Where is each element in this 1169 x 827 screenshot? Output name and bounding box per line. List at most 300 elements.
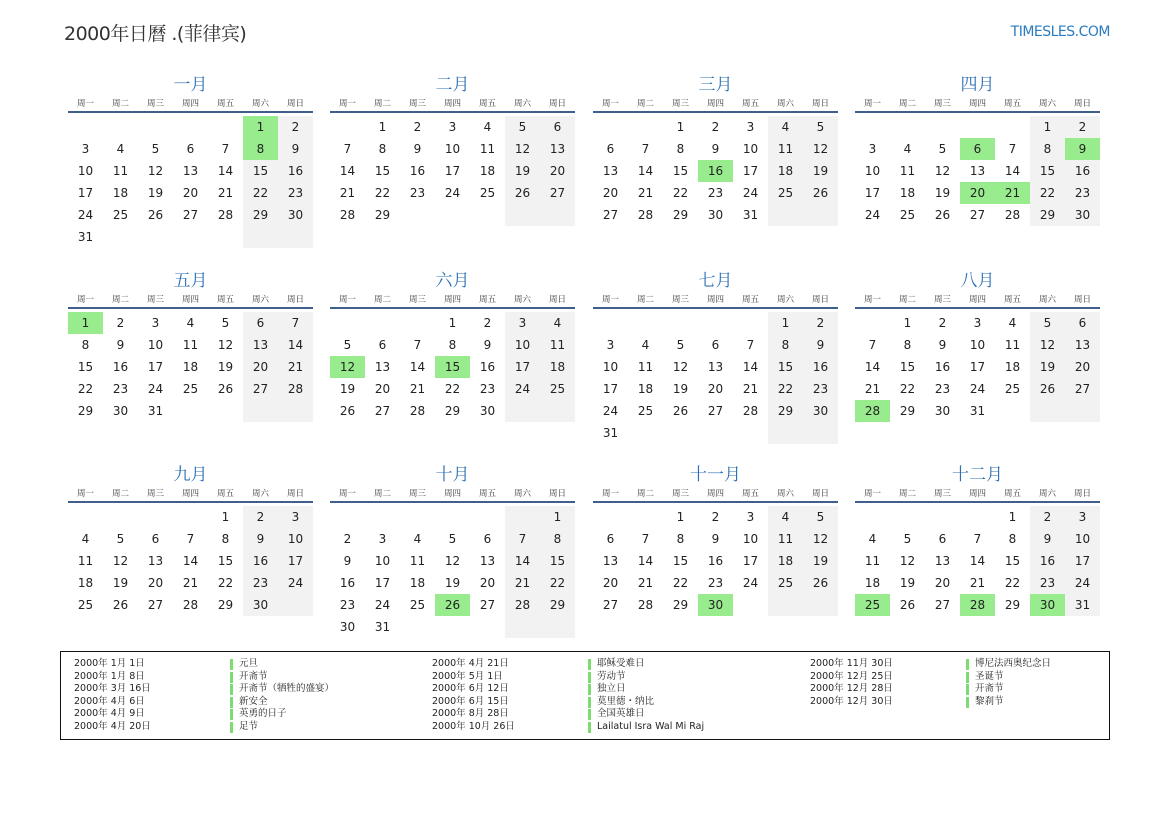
day-cell[interactable]: 19: [444, 576, 461, 590]
day-cell[interactable]: 30: [243, 594, 278, 616]
day-cell[interactable]: 6: [540, 116, 575, 138]
day-cell[interactable]: 4: [1008, 316, 1017, 330]
day-cell[interactable]: 16: [1065, 160, 1100, 182]
day-cell[interactable]: 6: [378, 338, 387, 352]
day-cell[interactable]: 29: [540, 594, 575, 616]
day-cell[interactable]: 12: [217, 338, 234, 352]
day-cell[interactable]: 24: [1065, 572, 1100, 594]
day-cell[interactable]: 27: [479, 598, 496, 612]
day-cell[interactable]: 22: [243, 182, 278, 204]
day-cell[interactable]: 17: [77, 186, 94, 200]
day-cell[interactable]: 17: [505, 356, 540, 378]
day-cell[interactable]: 30: [112, 404, 129, 418]
day-cell[interactable]: 22: [77, 382, 94, 396]
day-cell[interactable]: 9: [803, 334, 838, 356]
day-cell[interactable]: 5: [221, 316, 230, 330]
day-cell[interactable]: 21: [969, 576, 986, 590]
day-cell[interactable]: 17: [278, 550, 313, 572]
day-cell[interactable]: 14: [637, 164, 654, 178]
day-cell[interactable]: 8: [676, 142, 685, 156]
day-cell[interactable]: 27: [1065, 378, 1100, 400]
day-cell[interactable]: 15: [1004, 554, 1021, 568]
day-cell[interactable]: 21: [505, 572, 540, 594]
day-cell[interactable]: 12: [505, 138, 540, 160]
day-cell[interactable]: 23: [479, 382, 496, 396]
day-cell[interactable]: 30: [803, 400, 838, 422]
day-cell[interactable]: 18: [540, 356, 575, 378]
day-cell[interactable]: 17: [147, 360, 164, 374]
day-cell[interactable]: 28: [505, 594, 540, 616]
day-cell[interactable]: 26: [934, 208, 951, 222]
day-cell[interactable]: 13: [707, 360, 724, 374]
day-cell[interactable]: 20: [540, 160, 575, 182]
day-cell[interactable]: 8: [1030, 138, 1065, 160]
day-cell[interactable]: 4: [413, 532, 422, 546]
day-cell[interactable]: 29: [77, 404, 94, 418]
day-cell[interactable]: 27: [602, 598, 619, 612]
day-cell[interactable]: 1: [768, 312, 803, 334]
day-cell[interactable]: 4: [483, 120, 492, 134]
day-cell[interactable]: 26: [803, 182, 838, 204]
day-cell[interactable]: 3: [151, 316, 160, 330]
day-cell[interactable]: 15: [77, 360, 94, 374]
day-cell[interactable]: 1: [1030, 116, 1065, 138]
day-cell[interactable]: 5: [151, 142, 160, 156]
day-cell[interactable]: 19: [112, 576, 129, 590]
day-cell[interactable]: 18: [77, 576, 94, 590]
day-cell[interactable]: 24: [77, 208, 94, 222]
day-cell[interactable]: 5: [676, 338, 685, 352]
day-cell[interactable]: 24: [505, 378, 540, 400]
day-cell[interactable]: 4: [81, 532, 90, 546]
day-cell[interactable]: 4: [768, 116, 803, 138]
day-cell[interactable]: 11: [409, 554, 426, 568]
day-cell[interactable]: 29: [1004, 598, 1021, 612]
day-cell[interactable]: 1: [378, 120, 387, 134]
day-cell[interactable]: 4: [868, 532, 877, 546]
day-cell[interactable]: 18: [768, 550, 803, 572]
day-cell[interactable]: 16: [278, 160, 313, 182]
day-cell[interactable]: 11: [1004, 338, 1021, 352]
day-cell[interactable]: 23: [243, 572, 278, 594]
day-cell[interactable]: 25: [77, 598, 94, 612]
day-cell[interactable]: 23: [112, 382, 129, 396]
day-cell[interactable]: 13: [243, 334, 278, 356]
day-cell[interactable]: 17: [864, 186, 881, 200]
day-cell[interactable]: 21: [339, 186, 356, 200]
day-cell[interactable]: 13: [602, 164, 619, 178]
day-cell[interactable]: 2: [243, 506, 278, 528]
day-cell[interactable]: 12: [934, 164, 951, 178]
day-cell[interactable]: 13: [934, 554, 951, 568]
day-cell[interactable]: 20: [479, 576, 496, 590]
day-cell[interactable]: 16: [112, 360, 129, 374]
day-cell[interactable]: 2: [1030, 506, 1065, 528]
day-cell[interactable]: 3: [278, 506, 313, 528]
day-cell[interactable]: 19: [899, 576, 916, 590]
day-cell[interactable]: 14: [409, 360, 426, 374]
day-cell[interactable]: 11: [768, 138, 803, 160]
day-cell[interactable]: 18: [864, 576, 881, 590]
day-cell[interactable]: 30: [278, 204, 313, 226]
day-cell[interactable]: 12: [444, 554, 461, 568]
day-cell[interactable]: 5: [903, 532, 912, 546]
day-cell[interactable]: 2: [1065, 116, 1100, 138]
day-cell[interactable]: 12: [1030, 334, 1065, 356]
day-cell[interactable]: 6: [606, 142, 615, 156]
day-cell[interactable]: 15: [672, 554, 689, 568]
day-cell[interactable]: 11: [112, 164, 129, 178]
day-cell[interactable]: 14: [505, 550, 540, 572]
day-cell[interactable]: 9: [711, 532, 720, 546]
day-cell[interactable]: 8: [221, 532, 230, 546]
day-cell[interactable]: 26: [217, 382, 234, 396]
day-cell[interactable]: 17: [742, 554, 759, 568]
day-cell[interactable]: 30: [934, 404, 951, 418]
day-cell[interactable]: 17: [444, 164, 461, 178]
day-cell[interactable]: 25: [768, 182, 803, 204]
day-cell[interactable]: 4: [641, 338, 650, 352]
day-cell[interactable]: 30: [339, 620, 356, 634]
day-cell[interactable]: 31: [374, 620, 391, 634]
day-cell[interactable]: 15: [899, 360, 916, 374]
day-cell[interactable]: 8: [81, 338, 90, 352]
day-cell[interactable]: 23: [1030, 572, 1065, 594]
day-cell[interactable]: 13: [479, 554, 496, 568]
day-cell[interactable]: 25: [182, 382, 199, 396]
day-cell[interactable]: 7: [186, 532, 195, 546]
day-cell[interactable]: 6: [243, 312, 278, 334]
day-cell[interactable]: 16: [707, 554, 724, 568]
day-cell[interactable]: 3: [378, 532, 387, 546]
day-cell[interactable]: 9: [343, 554, 352, 568]
day-cell[interactable]: 8: [540, 528, 575, 550]
holiday-day-cell[interactable]: 15: [435, 356, 470, 378]
day-cell[interactable]: 17: [602, 382, 619, 396]
day-cell[interactable]: 29: [1030, 204, 1065, 226]
day-cell[interactable]: 8: [1008, 532, 1017, 546]
day-cell[interactable]: 25: [479, 186, 496, 200]
day-cell[interactable]: 22: [444, 382, 461, 396]
day-cell[interactable]: 20: [243, 356, 278, 378]
day-cell[interactable]: 25: [540, 378, 575, 400]
day-cell[interactable]: 20: [707, 382, 724, 396]
day-cell[interactable]: 27: [934, 598, 951, 612]
day-cell[interactable]: 27: [147, 598, 164, 612]
day-cell[interactable]: 31: [77, 230, 94, 244]
day-cell[interactable]: 10: [147, 338, 164, 352]
day-cell[interactable]: 26: [899, 598, 916, 612]
day-cell[interactable]: 11: [899, 164, 916, 178]
day-cell[interactable]: 29: [768, 400, 803, 422]
holiday-day-cell[interactable]: 6: [960, 138, 995, 160]
day-cell[interactable]: 15: [217, 554, 234, 568]
day-cell[interactable]: 16: [934, 360, 951, 374]
day-cell[interactable]: 21: [864, 382, 881, 396]
day-cell[interactable]: 18: [479, 164, 496, 178]
holiday-day-cell[interactable]: 1: [243, 116, 278, 138]
day-cell[interactable]: 26: [803, 572, 838, 594]
day-cell[interactable]: 4: [540, 312, 575, 334]
day-cell[interactable]: 7: [746, 338, 755, 352]
day-cell[interactable]: 19: [339, 382, 356, 396]
holiday-day-cell[interactable]: 9: [1065, 138, 1100, 160]
day-cell[interactable]: 27: [374, 404, 391, 418]
day-cell[interactable]: 27: [540, 182, 575, 204]
day-cell[interactable]: 16: [1030, 550, 1065, 572]
day-cell[interactable]: 7: [1008, 142, 1017, 156]
day-cell[interactable]: 31: [742, 208, 759, 222]
day-cell[interactable]: 13: [182, 164, 199, 178]
day-cell[interactable]: 29: [672, 598, 689, 612]
day-cell[interactable]: 23: [803, 378, 838, 400]
day-cell[interactable]: 29: [374, 208, 391, 222]
holiday-day-cell[interactable]: 1: [68, 312, 103, 334]
day-cell[interactable]: 11: [768, 528, 803, 550]
day-cell[interactable]: 3: [606, 338, 615, 352]
day-cell[interactable]: 12: [803, 528, 838, 550]
day-cell[interactable]: 2: [803, 312, 838, 334]
day-cell[interactable]: 21: [217, 186, 234, 200]
day-cell[interactable]: 9: [711, 142, 720, 156]
day-cell[interactable]: 18: [899, 186, 916, 200]
day-cell[interactable]: 16: [243, 550, 278, 572]
day-cell[interactable]: 18: [1004, 360, 1021, 374]
day-cell[interactable]: 7: [221, 142, 230, 156]
day-cell[interactable]: 22: [217, 576, 234, 590]
day-cell[interactable]: 15: [672, 164, 689, 178]
day-cell[interactable]: 16: [479, 360, 496, 374]
day-cell[interactable]: 24: [602, 404, 619, 418]
day-cell[interactable]: 1: [221, 510, 230, 524]
day-cell[interactable]: 15: [374, 164, 391, 178]
day-cell[interactable]: 9: [116, 338, 125, 352]
day-cell[interactable]: 7: [278, 312, 313, 334]
day-cell[interactable]: 24: [444, 186, 461, 200]
day-cell[interactable]: 11: [864, 554, 881, 568]
day-cell[interactable]: 10: [278, 528, 313, 550]
day-cell[interactable]: 6: [938, 532, 947, 546]
day-cell[interactable]: 29: [217, 598, 234, 612]
day-cell[interactable]: 5: [938, 142, 947, 156]
day-cell[interactable]: 8: [768, 334, 803, 356]
day-cell[interactable]: 9: [483, 338, 492, 352]
day-cell[interactable]: 28: [409, 404, 426, 418]
day-cell[interactable]: 10: [742, 532, 759, 546]
day-cell[interactable]: 17: [969, 360, 986, 374]
holiday-day-cell[interactable]: 20: [960, 182, 995, 204]
day-cell[interactable]: 19: [672, 382, 689, 396]
day-cell[interactable]: 15: [540, 550, 575, 572]
day-cell[interactable]: 2: [278, 116, 313, 138]
day-cell[interactable]: 15: [243, 160, 278, 182]
day-cell[interactable]: 23: [409, 186, 426, 200]
day-cell[interactable]: 17: [374, 576, 391, 590]
day-cell[interactable]: 10: [505, 334, 540, 356]
day-cell[interactable]: 18: [182, 360, 199, 374]
day-cell[interactable]: 21: [278, 356, 313, 378]
day-cell[interactable]: 13: [147, 554, 164, 568]
day-cell[interactable]: 23: [339, 598, 356, 612]
day-cell[interactable]: 25: [409, 598, 426, 612]
day-cell[interactable]: 19: [803, 160, 838, 182]
day-cell[interactable]: 14: [864, 360, 881, 374]
day-cell[interactable]: 7: [641, 532, 650, 546]
day-cell[interactable]: 27: [243, 378, 278, 400]
day-cell[interactable]: 22: [1030, 182, 1065, 204]
day-cell[interactable]: 6: [186, 142, 195, 156]
day-cell[interactable]: 15: [1030, 160, 1065, 182]
holiday-day-cell[interactable]: 21: [995, 182, 1030, 204]
day-cell[interactable]: 5: [448, 532, 457, 546]
day-cell[interactable]: 24: [147, 382, 164, 396]
day-cell[interactable]: 29: [672, 208, 689, 222]
day-cell[interactable]: 20: [374, 382, 391, 396]
day-cell[interactable]: 19: [505, 160, 540, 182]
day-cell[interactable]: 20: [602, 186, 619, 200]
day-cell[interactable]: 7: [413, 338, 422, 352]
day-cell[interactable]: 14: [637, 554, 654, 568]
day-cell[interactable]: 14: [278, 334, 313, 356]
day-cell[interactable]: 8: [903, 338, 912, 352]
day-cell[interactable]: 1: [676, 120, 685, 134]
day-cell[interactable]: 22: [672, 576, 689, 590]
day-cell[interactable]: 19: [934, 186, 951, 200]
day-cell[interactable]: 5: [116, 532, 125, 546]
day-cell[interactable]: 2: [711, 120, 720, 134]
day-cell[interactable]: 12: [147, 164, 164, 178]
day-cell[interactable]: 31: [1065, 594, 1100, 616]
holiday-day-cell[interactable]: 8: [243, 138, 278, 160]
day-cell[interactable]: 11: [637, 360, 654, 374]
day-cell[interactable]: 20: [1065, 356, 1100, 378]
day-cell[interactable]: 28: [1004, 208, 1021, 222]
day-cell[interactable]: 22: [672, 186, 689, 200]
day-cell[interactable]: 11: [182, 338, 199, 352]
day-cell[interactable]: 22: [1004, 576, 1021, 590]
day-cell[interactable]: 14: [1004, 164, 1021, 178]
day-cell[interactable]: 6: [606, 532, 615, 546]
day-cell[interactable]: 10: [1065, 528, 1100, 550]
day-cell[interactable]: 24: [969, 382, 986, 396]
day-cell[interactable]: 22: [540, 572, 575, 594]
day-cell[interactable]: 19: [803, 550, 838, 572]
day-cell[interactable]: 2: [938, 316, 947, 330]
day-cell[interactable]: 26: [147, 208, 164, 222]
day-cell[interactable]: 7: [868, 338, 877, 352]
day-cell[interactable]: 3: [868, 142, 877, 156]
day-cell[interactable]: 3: [81, 142, 90, 156]
day-cell[interactable]: 16: [409, 164, 426, 178]
day-cell[interactable]: 28: [742, 404, 759, 418]
day-cell[interactable]: 26: [112, 598, 129, 612]
day-cell[interactable]: 23: [707, 186, 724, 200]
day-cell[interactable]: 23: [1065, 182, 1100, 204]
day-cell[interactable]: 17: [1065, 550, 1100, 572]
day-cell[interactable]: 6: [711, 338, 720, 352]
day-cell[interactable]: 28: [637, 208, 654, 222]
day-cell[interactable]: 29: [444, 404, 461, 418]
day-cell[interactable]: 28: [182, 598, 199, 612]
day-cell[interactable]: 4: [116, 142, 125, 156]
day-cell[interactable]: 3: [746, 120, 755, 134]
day-cell[interactable]: 18: [409, 576, 426, 590]
day-cell[interactable]: 27: [707, 404, 724, 418]
day-cell[interactable]: 3: [746, 510, 755, 524]
day-cell[interactable]: 2: [711, 510, 720, 524]
day-cell[interactable]: 25: [899, 208, 916, 222]
day-cell[interactable]: 14: [742, 360, 759, 374]
day-cell[interactable]: 20: [934, 576, 951, 590]
day-cell[interactable]: 27: [182, 208, 199, 222]
day-cell[interactable]: 13: [540, 138, 575, 160]
day-cell[interactable]: 14: [217, 164, 234, 178]
day-cell[interactable]: 2: [116, 316, 125, 330]
day-cell[interactable]: 9: [938, 338, 947, 352]
day-cell[interactable]: 27: [969, 208, 986, 222]
day-cell[interactable]: 9: [243, 528, 278, 550]
day-cell[interactable]: 6: [151, 532, 160, 546]
day-cell[interactable]: 21: [637, 576, 654, 590]
day-cell[interactable]: 31: [969, 404, 986, 418]
day-cell[interactable]: 19: [147, 186, 164, 200]
day-cell[interactable]: 31: [602, 426, 619, 440]
day-cell[interactable]: 10: [77, 164, 94, 178]
day-cell[interactable]: 8: [676, 532, 685, 546]
day-cell[interactable]: 23: [707, 576, 724, 590]
day-cell[interactable]: 5: [803, 506, 838, 528]
holiday-day-cell[interactable]: 30: [698, 594, 733, 616]
day-cell[interactable]: 21: [742, 382, 759, 396]
day-cell[interactable]: 7: [343, 142, 352, 156]
holiday-day-cell[interactable]: 12: [330, 356, 365, 378]
day-cell[interactable]: 11: [479, 142, 496, 156]
holiday-day-cell[interactable]: 28: [855, 400, 890, 422]
day-cell[interactable]: 16: [339, 576, 356, 590]
day-cell[interactable]: 24: [742, 576, 759, 590]
holiday-day-cell[interactable]: 26: [435, 594, 470, 616]
day-cell[interactable]: 21: [182, 576, 199, 590]
day-cell[interactable]: 20: [602, 576, 619, 590]
day-cell[interactable]: 4: [903, 142, 912, 156]
day-cell[interactable]: 30: [479, 404, 496, 418]
day-cell[interactable]: 1: [448, 316, 457, 330]
day-cell[interactable]: 13: [602, 554, 619, 568]
day-cell[interactable]: 11: [540, 334, 575, 356]
day-cell[interactable]: 10: [969, 338, 986, 352]
day-cell[interactable]: 28: [637, 598, 654, 612]
day-cell[interactable]: 24: [278, 572, 313, 594]
day-cell[interactable]: 4: [768, 506, 803, 528]
day-cell[interactable]: 20: [147, 576, 164, 590]
holiday-day-cell[interactable]: 30: [1030, 594, 1065, 616]
day-cell[interactable]: 24: [864, 208, 881, 222]
day-cell[interactable]: 11: [77, 554, 94, 568]
holiday-day-cell[interactable]: 25: [855, 594, 890, 616]
day-cell[interactable]: 4: [186, 316, 195, 330]
day-cell[interactable]: 16: [803, 356, 838, 378]
day-cell[interactable]: 7: [641, 142, 650, 156]
day-cell[interactable]: 25: [768, 572, 803, 594]
day-cell[interactable]: 23: [934, 382, 951, 396]
day-cell[interactable]: 10: [742, 142, 759, 156]
day-cell[interactable]: 7: [505, 528, 540, 550]
day-cell[interactable]: 2: [343, 532, 352, 546]
day-cell[interactable]: 3: [1065, 506, 1100, 528]
day-cell[interactable]: 5: [505, 116, 540, 138]
day-cell[interactable]: 25: [637, 404, 654, 418]
day-cell[interactable]: 1: [676, 510, 685, 524]
